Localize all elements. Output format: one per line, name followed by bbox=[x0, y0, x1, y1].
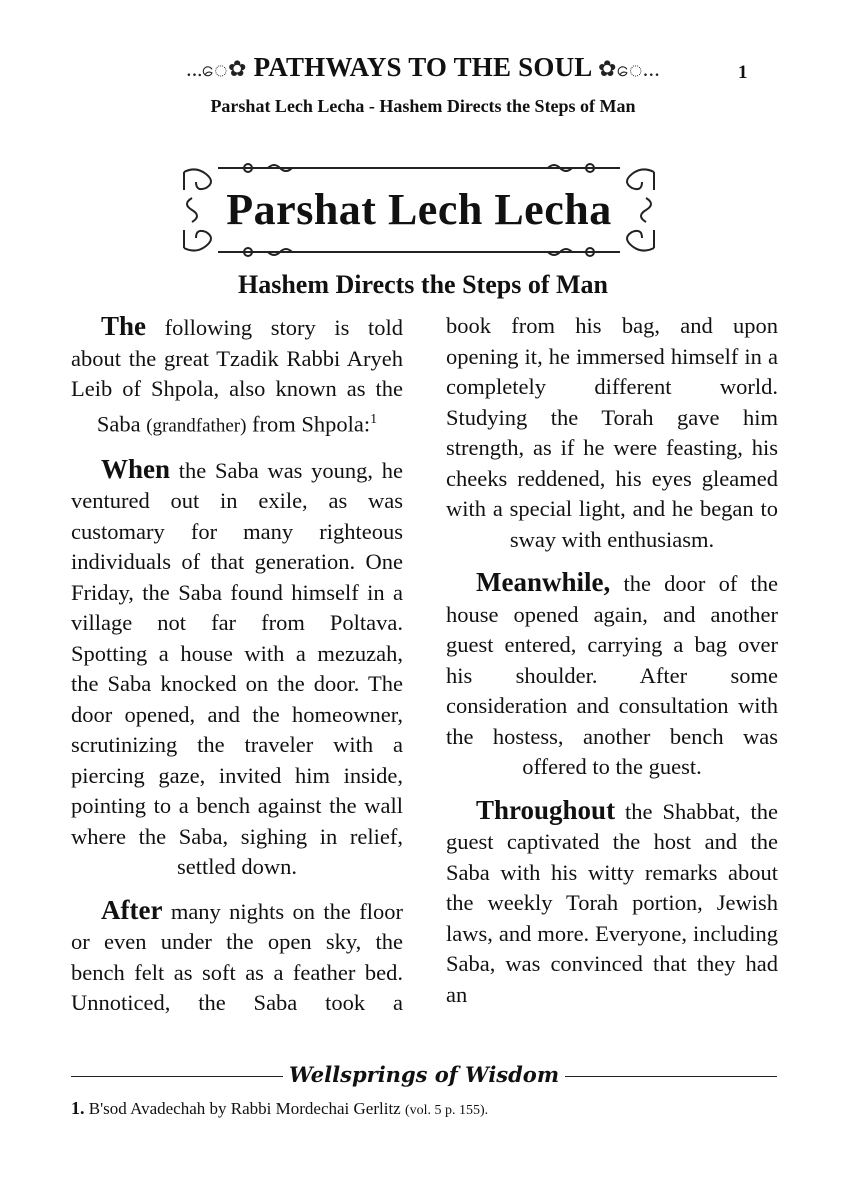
running-title: PATHWAYS TO THE SOUL bbox=[253, 52, 591, 82]
paragraph-text: following story is told about the great Tzadik Rabbi Aryeh Leib of Shpola, also known as the Saba bbox=[71, 315, 403, 436]
footnote bbox=[71, 1098, 488, 1119]
lead-word: The bbox=[101, 311, 147, 341]
paragraph bbox=[71, 895, 403, 1019]
page-number: 1 bbox=[738, 62, 748, 83]
paragraph bbox=[71, 311, 403, 442]
paragraph-text: the door of the house opened again, and another guest entered, carrying a bag over his shoulder. After some consideration and consultation with the hostess, another bench was offered to the guest. bbox=[446, 571, 778, 779]
paragraph bbox=[446, 311, 778, 555]
paragraph-text: the Saba was young, he ventured out in exile, as was customary for many righteous individuals of that generation. One Friday, the Saba found himself in a village not far from Poltava. Spotting a house with a mezuzah, the Saba knocked on the door. The door opened, and the homeowner, scrutinizing the traveler with a piercing gaze, invited him inside, pointing to a bench against the wall where the Saba, sighing in relief, settled down. bbox=[71, 457, 403, 879]
title-text: Parshat Lech Lecha bbox=[226, 185, 612, 234]
footnote-reference[interactable]: 1 bbox=[370, 411, 378, 427]
title-box bbox=[178, 162, 660, 258]
paragraph bbox=[446, 795, 778, 1011]
paragraph-text: book from his bag, and upon opening it, he immersed himself in a completely different world. Studying the Torah gave him strength, as if he were feasting, his cheeks reddened, his eyes gleamed with a special light, and he began to sway with enthusiasm. bbox=[446, 313, 778, 552]
left-ornament-icon: ...ေ✿ bbox=[186, 56, 247, 81]
paragraph-note: (grandfather) bbox=[146, 415, 247, 436]
lead-word: Throughout bbox=[476, 794, 616, 825]
footnote-rule bbox=[71, 1062, 777, 1092]
right-ornament-icon: ✿ေ... bbox=[597, 56, 660, 81]
page-subtitle: Parshat Lech Lecha - Hashem Directs the Steps of Man bbox=[210, 96, 636, 116]
footnote-number: 1. bbox=[71, 1098, 85, 1118]
lead-word: Meanwhile, bbox=[476, 567, 611, 597]
lead-word: When bbox=[101, 453, 171, 484]
rule-label: Wellsprings of Wisdom bbox=[283, 1062, 565, 1087]
right-column bbox=[446, 311, 778, 1022]
left-column bbox=[71, 311, 403, 1031]
running-header bbox=[0, 52, 846, 88]
section-heading: Hashem Directs the Steps of Man bbox=[238, 270, 608, 299]
paragraph bbox=[446, 567, 778, 783]
paragraph-text: many nights on the floor or even under the open sky, the bench felt as soft as a feather bed. Unnoticed, the Saba took a bbox=[71, 898, 403, 1015]
paragraph-text: the Shabbat, the guest captivated the host and the Saba with his witty remarks about the weekly Torah portion, Jewish laws, and more. Everyone, including Saba, was convinced that they had an bbox=[446, 798, 778, 1007]
footnote-text: B'sod Avadechah by Rabbi Mordechai Gerlitz bbox=[88, 1099, 401, 1118]
paragraph-text-tail: from Shpola: bbox=[246, 411, 371, 436]
lead-word: After bbox=[101, 894, 163, 925]
footnote-volume: (vol. 5 p. 155). bbox=[404, 1103, 489, 1118]
paragraph bbox=[71, 454, 403, 883]
